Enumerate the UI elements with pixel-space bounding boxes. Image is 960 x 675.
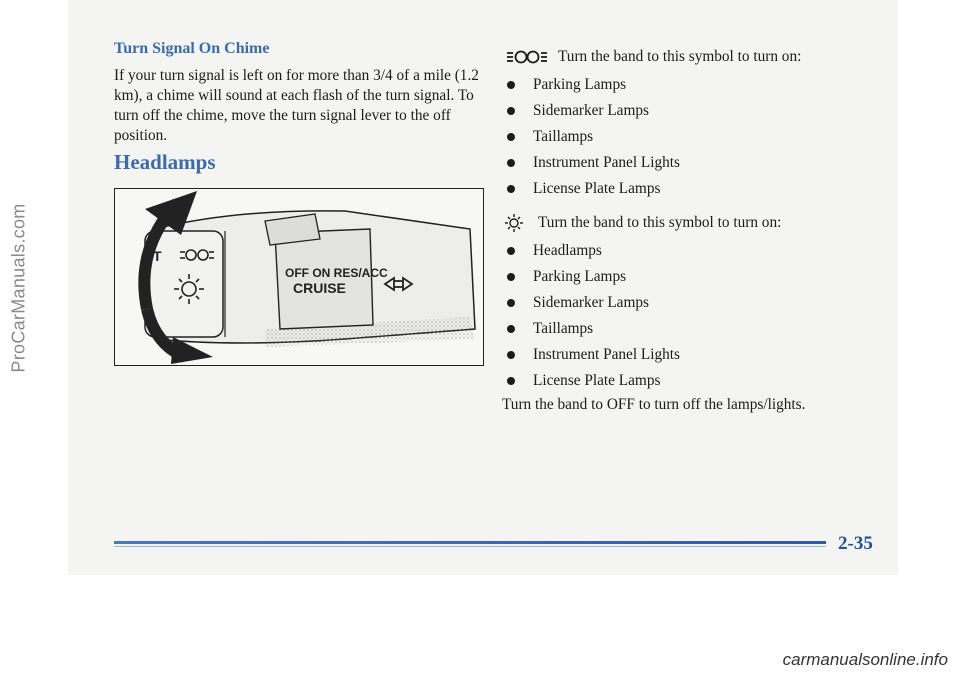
bullet-icon: [507, 81, 515, 89]
cruise-label-line2: CRUISE: [293, 280, 346, 296]
footer-rule: [114, 541, 826, 544]
bullet-icon: [507, 159, 515, 167]
turn-signal-subheading: Turn Signal On Chime: [114, 40, 270, 57]
headlamp-intro-text: Turn the band to this symbol to turn on:: [538, 214, 782, 231]
lever-illustration: [114, 188, 484, 366]
list-item: License Plate Lamps: [502, 368, 862, 394]
footer-rule-thin: [114, 546, 826, 547]
parking-symbol-line: [502, 46, 862, 68]
list-item: Headlamps: [502, 238, 862, 264]
page-number: 2-35: [838, 533, 873, 554]
band-mark-text: T: [153, 248, 162, 264]
list-item: License Plate Lamps: [502, 176, 862, 202]
headlamps-heading: Headlamps: [114, 150, 216, 174]
bullet-icon: [507, 273, 515, 281]
list-item: Instrument Panel Lights: [502, 150, 862, 176]
bullet-icon: [507, 133, 515, 141]
parking-intro-text: Turn the band to this symbol to turn on:: [558, 48, 802, 65]
bullet-icon: [507, 247, 515, 255]
closing-text: Turn the band to OFF to turn off the lamps/lights.: [502, 396, 806, 413]
list-item: Sidemarker Lamps: [502, 98, 862, 124]
cruise-label-line1: OFF ON RES/ACC: [285, 266, 388, 280]
headlamp-list: [502, 238, 862, 394]
bullet-icon: [507, 107, 515, 115]
bullet-icon: [507, 325, 515, 333]
bullet-icon: [507, 185, 515, 193]
bullet-icon: [507, 299, 515, 307]
bullet-icon: [507, 351, 515, 359]
list-item: Taillamps: [502, 316, 862, 342]
list-item: Parking Lamps: [502, 72, 862, 98]
list-item: Parking Lamps: [502, 264, 862, 290]
list-item: Sidemarker Lamps: [502, 290, 862, 316]
bottom-watermark: carmanualsonline.info: [782, 650, 948, 669]
side-watermark-text: ProCarManuals.com: [8, 202, 29, 373]
parking-lamp-icon: [502, 47, 552, 67]
side-watermark: [4, 0, 34, 575]
list-item: Taillamps: [502, 124, 862, 150]
parking-list: [502, 72, 862, 202]
turn-signal-paragraph: If your turn signal is left on for more than 3/4 of a mile (1.2 km), a chime will sound at each flash of the turn signal. To turn off the chime, move the turn signal lever to the off position.: [114, 67, 479, 144]
right-column: [502, 46, 862, 414]
bullet-icon: [507, 377, 515, 385]
list-item: Instrument Panel Lights: [502, 342, 862, 368]
headlamp-symbol-line: [502, 212, 862, 234]
